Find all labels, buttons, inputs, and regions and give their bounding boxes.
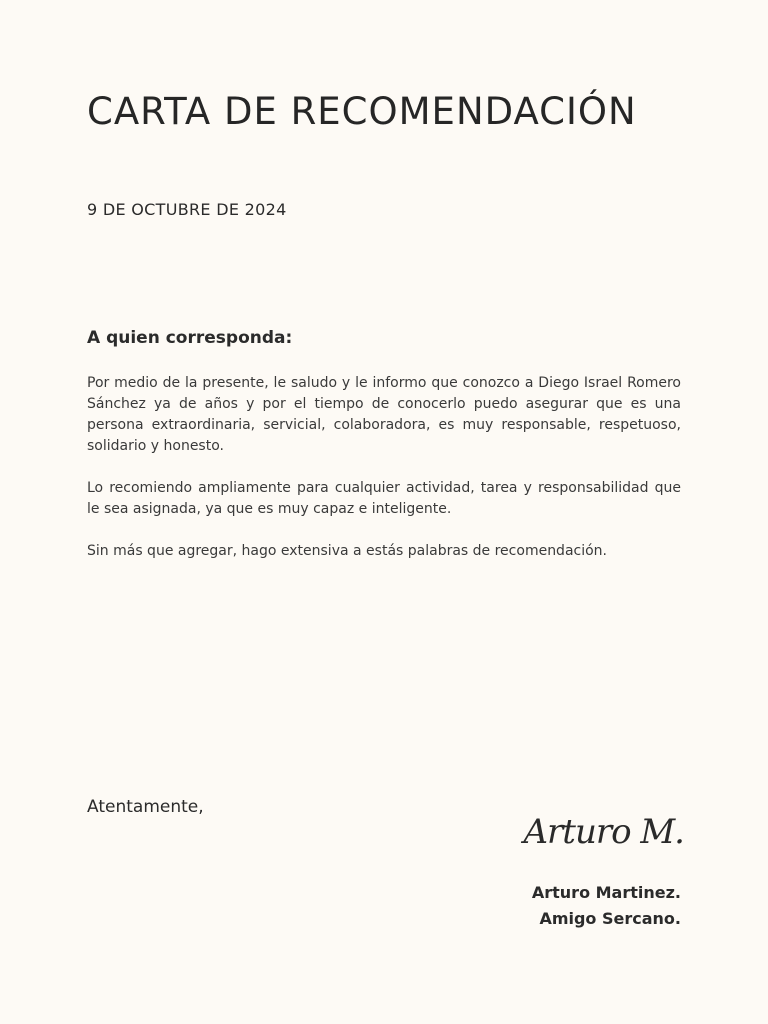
signer-block [532, 880, 681, 932]
letter-title: CARTA DE RECOMENDACIÓN [87, 90, 637, 133]
letter-body [87, 373, 681, 583]
letter-date: 9 DE OCTUBRE DE 2024 [87, 200, 287, 219]
salutation: A quien corresponda: [87, 328, 293, 348]
signer-name: Arturo Martinez. [531, 883, 681, 902]
closing: Atentamente, [87, 797, 204, 817]
body-paragraph-2: Lo recomiendo ampliamente para cualquier actividad, tarea y responsabilidad que le sea asignada, ya que es muy capaz e inteligente. [87, 480, 681, 517]
body-paragraph-3: Sin más que agregar, hago extensiva a estás palabras de recomendación. [87, 543, 608, 559]
body-paragraph-1: Por medio de la presente, le saludo y le informo que conozco a Diego Israel Romero Sánchez ya de años y por el tiempo de conocerlo puedo asegurar que es una persona extraordinaria, servicial, colaboradora, es muy responsable, respetuoso, solidario y honesto. [87, 375, 681, 454]
signer-relation: Amigo Sercano. [539, 909, 681, 928]
handwritten-signature: Arturo M. [523, 812, 684, 852]
